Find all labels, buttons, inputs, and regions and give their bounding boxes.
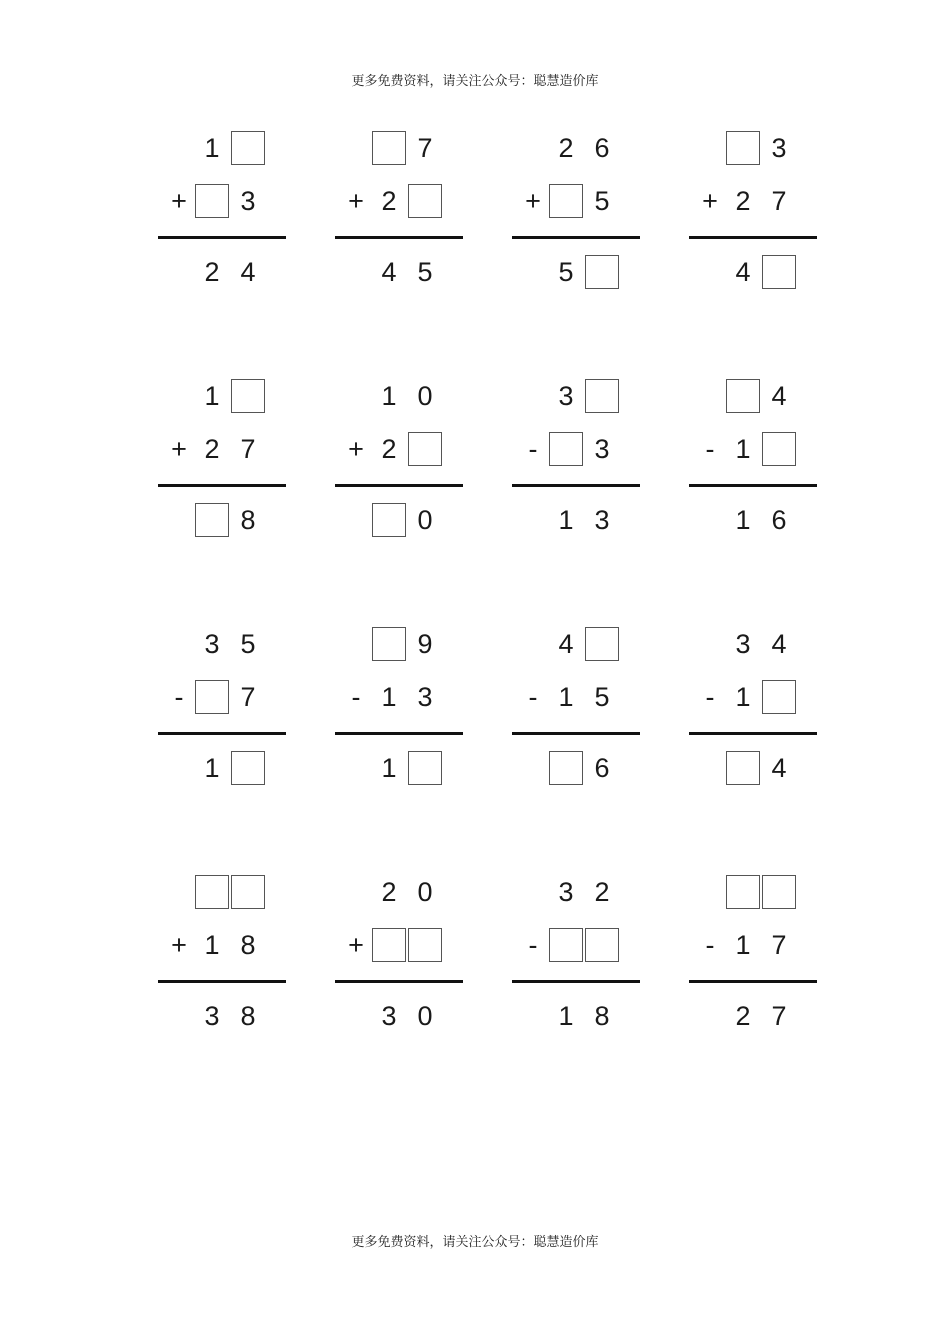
minus-sign: -: [705, 930, 715, 960]
bottom-ones-digit: 3: [417, 682, 433, 712]
problem-r2-c2: [335, 379, 463, 559]
top-tens-digit: 1: [381, 381, 397, 411]
top-ones-digit: 2: [594, 877, 610, 907]
minus-sign: -: [351, 682, 361, 712]
bottom-tens-digit: 1: [558, 682, 574, 712]
plus-sign: +: [525, 186, 541, 216]
bottom-tens-blank-box[interactable]: [549, 432, 583, 466]
bottom-tens-digit: 1: [204, 930, 220, 960]
result-tens-blank-box[interactable]: [195, 503, 229, 537]
problem-r1-c1: [158, 131, 286, 311]
answer-line: [335, 980, 463, 983]
bottom-ones-digit: 7: [771, 930, 787, 960]
plus-sign: +: [702, 186, 718, 216]
bottom-ones-digit: 7: [771, 186, 787, 216]
result-tens-blank-box[interactable]: [549, 751, 583, 785]
top-tens-blank-box[interactable]: [195, 875, 229, 909]
result-tens-digit: 4: [381, 257, 397, 287]
problem-r4-c3: [512, 875, 640, 1055]
bottom-tens-digit: 1: [735, 682, 751, 712]
problem-r3-c3: [512, 627, 640, 807]
top-tens-digit: 2: [558, 133, 574, 163]
top-tens-digit: 2: [381, 877, 397, 907]
bottom-ones-digit: 3: [594, 434, 610, 464]
result-tens-digit: 1: [558, 505, 574, 535]
bottom-ones-digit: 7: [240, 434, 256, 464]
top-tens-blank-box[interactable]: [726, 379, 760, 413]
result-tens-digit: 1: [735, 505, 751, 535]
top-ones-digit: 4: [771, 381, 787, 411]
top-ones-blank-box[interactable]: [231, 875, 265, 909]
minus-sign: -: [705, 682, 715, 712]
problem-r4-c4: [689, 875, 817, 1055]
result-ones-digit: 6: [594, 753, 610, 783]
answer-line: [512, 980, 640, 983]
result-ones-digit: 0: [417, 505, 433, 535]
problem-r3-c4: [689, 627, 817, 807]
result-ones-digit: 8: [240, 505, 256, 535]
top-ones-digit: 6: [594, 133, 610, 163]
answer-line: [158, 236, 286, 239]
plus-sign: +: [348, 186, 364, 216]
result-tens-digit: 3: [381, 1001, 397, 1031]
bottom-tens-digit: 1: [381, 682, 397, 712]
plus-sign: +: [171, 434, 187, 464]
result-ones-digit: 6: [771, 505, 787, 535]
result-tens-blank-box[interactable]: [726, 751, 760, 785]
result-ones-digit: 8: [594, 1001, 610, 1031]
top-tens-digit: 1: [204, 381, 220, 411]
top-ones-digit: 9: [417, 629, 433, 659]
bottom-tens-blank-box[interactable]: [549, 928, 583, 962]
top-ones-digit: 0: [417, 877, 433, 907]
result-ones-digit: 3: [594, 505, 610, 535]
bottom-tens-digit: 1: [735, 930, 751, 960]
top-ones-blank-box[interactable]: [762, 875, 796, 909]
result-tens-digit: 2: [735, 1001, 751, 1031]
result-tens-digit: 4: [735, 257, 751, 287]
answer-line: [689, 732, 817, 735]
minus-sign: -: [528, 930, 538, 960]
answer-line: [158, 732, 286, 735]
top-ones-digit: 5: [240, 629, 256, 659]
bottom-ones-digit: 8: [240, 930, 256, 960]
result-tens-digit: 1: [558, 1001, 574, 1031]
top-ones-blank-box[interactable]: [231, 131, 265, 165]
top-tens-digit: 3: [558, 877, 574, 907]
result-ones-digit: 4: [240, 257, 256, 287]
top-tens-blank-box[interactable]: [372, 131, 406, 165]
result-ones-digit: 0: [417, 1001, 433, 1031]
problem-r2-c3: [512, 379, 640, 559]
problem-r3-c1: [158, 627, 286, 807]
bottom-tens-digit: 2: [735, 186, 751, 216]
problem-r4-c2: [335, 875, 463, 1055]
top-tens-digit: 3: [735, 629, 751, 659]
result-tens-digit: 3: [204, 1001, 220, 1031]
top-ones-digit: 3: [771, 133, 787, 163]
bottom-ones-blank-box[interactable]: [762, 432, 796, 466]
minus-sign: -: [705, 434, 715, 464]
answer-line: [512, 484, 640, 487]
result-ones-blank-box[interactable]: [408, 751, 442, 785]
problem-r1-c3: [512, 131, 640, 311]
result-ones-digit: 8: [240, 1001, 256, 1031]
result-tens-blank-box[interactable]: [372, 503, 406, 537]
plus-sign: +: [348, 434, 364, 464]
answer-line: [335, 484, 463, 487]
top-tens-digit: 4: [558, 629, 574, 659]
result-ones-digit: 5: [417, 257, 433, 287]
page-header: 更多免费资料，请关注公众号：聪慧造价库: [351, 74, 599, 89]
bottom-tens-digit: 2: [204, 434, 220, 464]
answer-line: [689, 484, 817, 487]
minus-sign: -: [174, 682, 184, 712]
top-tens-blank-box[interactable]: [726, 875, 760, 909]
plus-sign: +: [171, 186, 187, 216]
result-tens-digit: 1: [204, 753, 220, 783]
top-tens-digit: 1: [204, 133, 220, 163]
answer-line: [158, 980, 286, 983]
bottom-ones-blank-box[interactable]: [585, 928, 619, 962]
top-ones-blank-box[interactable]: [231, 379, 265, 413]
result-ones-blank-box[interactable]: [231, 751, 265, 785]
top-ones-digit: 4: [771, 629, 787, 659]
answer-line: [335, 732, 463, 735]
page-footer: 更多免费资料，请关注公众号：聪慧造价库: [351, 1235, 599, 1250]
top-ones-blank-box[interactable]: [585, 627, 619, 661]
result-ones-blank-box[interactable]: [585, 255, 619, 289]
bottom-tens-digit: 1: [735, 434, 751, 464]
result-tens-digit: 5: [558, 257, 574, 287]
bottom-tens-blank-box[interactable]: [195, 184, 229, 218]
top-ones-digit: 0: [417, 381, 433, 411]
answer-line: [512, 732, 640, 735]
answer-line: [158, 484, 286, 487]
problem-r1-c4: [689, 131, 817, 311]
result-ones-digit: 4: [771, 753, 787, 783]
problem-r2-c1: [158, 379, 286, 559]
bottom-tens-blank-box[interactable]: [195, 680, 229, 714]
answer-line: [512, 236, 640, 239]
answer-line: [335, 236, 463, 239]
result-ones-blank-box[interactable]: [762, 255, 796, 289]
top-tens-digit: 3: [558, 381, 574, 411]
minus-sign: -: [528, 434, 538, 464]
top-tens-blank-box[interactable]: [726, 131, 760, 165]
bottom-ones-blank-box[interactable]: [762, 680, 796, 714]
plus-sign: +: [348, 930, 364, 960]
minus-sign: -: [528, 682, 538, 712]
bottom-tens-digit: 2: [381, 434, 397, 464]
top-ones-digit: 7: [417, 133, 433, 163]
bottom-ones-digit: 7: [240, 682, 256, 712]
problem-r4-c1: [158, 875, 286, 1055]
bottom-ones-blank-box[interactable]: [408, 184, 442, 218]
top-tens-digit: 3: [204, 629, 220, 659]
result-tens-digit: 2: [204, 257, 220, 287]
result-ones-digit: 7: [771, 1001, 787, 1031]
problem-r3-c2: [335, 627, 463, 807]
top-ones-blank-box[interactable]: [585, 379, 619, 413]
plus-sign: +: [171, 930, 187, 960]
bottom-ones-digit: 5: [594, 682, 610, 712]
bottom-tens-blank-box[interactable]: [372, 928, 406, 962]
bottom-tens-digit: 2: [381, 186, 397, 216]
answer-line: [689, 236, 817, 239]
bottom-ones-blank-box[interactable]: [408, 928, 442, 962]
problem-r2-c4: [689, 379, 817, 559]
result-tens-digit: 1: [381, 753, 397, 783]
problem-r1-c2: [335, 131, 463, 311]
bottom-tens-blank-box[interactable]: [549, 184, 583, 218]
answer-line: [689, 980, 817, 983]
bottom-ones-digit: 5: [594, 186, 610, 216]
bottom-ones-digit: 3: [240, 186, 256, 216]
top-tens-blank-box[interactable]: [372, 627, 406, 661]
bottom-ones-blank-box[interactable]: [408, 432, 442, 466]
